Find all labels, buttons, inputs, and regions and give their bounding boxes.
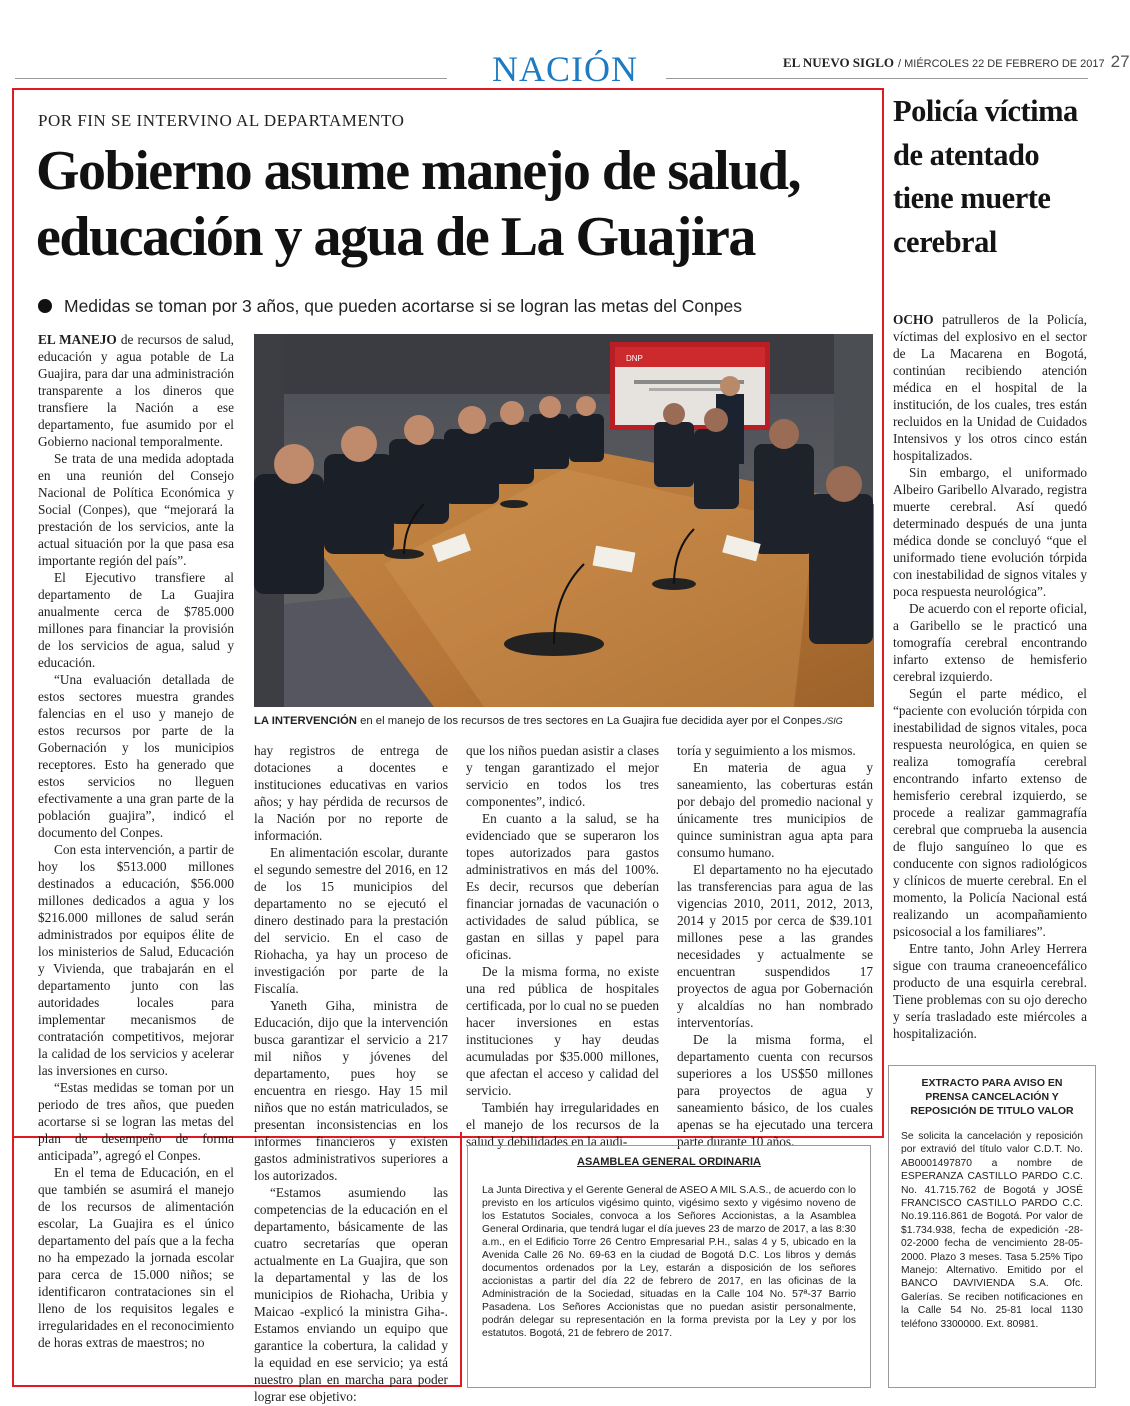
paragraph [893,311,1087,464]
paragraph-text: de recursos de salud, educación y agua potable de La Guajira, para dar una administración transparente a los dineros que transfiere la Nación a ese departamento, fue asumido por el Gobierno nacional temporalmente. [38,332,234,449]
paper-name: EL NUEVO SIGLO [783,55,894,70]
paragraph: “Una evaluación detallada de estos sectores muestra grandes falencias en el uso y manejo de estos recursos por parte de la Gobernación y los municipios receptores. Esto ha generado que estos servicios no lleguen efectivamente a una gran parte de la población guajira”, indicó el documento del Conpes. [38,672,234,840]
photo-caption [254,714,879,728]
caption-credit: /SIG [824,716,843,726]
paragraph: El departamento no ha ejecutado las transferencias para agua de las vigencias 2010, 2011, 2012, 2013, 2014 y 2015 por cerca de $39.101 millones pese a las grandes necesidades y actualmente se encuentran suspendidos 17 proyectos de agua por Gobernación y alcaldías no han nombrado interventorías. [677,862,873,1030]
paragraph: De la misma forma, el departamento cuenta con recursos superiores a los US$50 millones para proyectos de agua y saneamiento básico, de los cuales apenas se ha ejecutado una tercera parte durante 10 años. [677,1032,873,1149]
section-title: NACIÓN [492,49,638,89]
paragraph: De acuerdo con el reporte oficial, a Garibello se le practicó una tomografía cerebral encontrando infarto extenso de hemisferio cerebral izquierdo. [893,601,1087,684]
header-rule-left [15,78,447,79]
caption-lead: LA INTERVENCIÓN [254,715,357,727]
paragraph: El Ejecutivo transfiere al departamento de La Guajira anualmente cerca de $785.000 millones para financiar la provisión de los servicios de agua, salud y educación. [38,570,234,670]
headline-line-1: Gobierno asume manejo de salud, [36,140,800,202]
article-column-2 [254,742,448,1405]
article-column-4 [677,742,873,1150]
sidebar-headline: Policía víctima de atentado tiene muerte cerebral [893,94,1078,259]
lead-in: OCHO [893,312,934,327]
screen-logo: DNP [626,354,643,363]
paragraph: Se trata de una medida adoptada en una reunión del Consejo Nacional de Política Económica y Social (Conpes), que “mejorará la prestación de los servicios, ante la actual situación por la que pasa esa importante región del país”. [38,451,234,568]
headline-line-2: educación y agua de La Guajira [36,206,755,268]
article-column-3 [466,742,659,1150]
paragraph: Según el parte médico, el “paciente con evolución tórpida con inestabilidad de signos vitales, poca respuesta neurológica, en quien se realiza tomografía cerebral encontrando infarto extenso de hemisferio cerebral izquierdo, se procede a realizar gammagrafía cerebral que comprueba la ausencia de flujo sanguíneo lo que es conducente con signos radiológicos y clínicos de muerte cerebral. En el momento, la Policía Nacional está realizando un acompañamiento psicosocial a los familiares”. [893,686,1087,939]
paragraph: En el tema de Educación, en el que también se asumirá el manejo de los recursos de alimentación escolar, La Guajira es el único departamento del país que a la fecha no ha empezado la jornada escolar para cerca de 15.000 niños; se identificaron contrataciones sin el lleno de los requisitos legales e irregularidades en el reconocimiento de horas extras de maestros; no [38,1165,234,1350]
paragraph: “Estamos asumiendo las competencias de la educación en el departamento, básicamente de las cuatro secretarías que operan actualmente en La Guajira, que son la departamental y las de los municipios de Riohacha, Uribia y Maicao -explicó la ministra Giha-. Estamos enviando un equipo que garantice la cobertura, la calidad y la equidad en ese servicio; ya está nuestro plan en marcha para poder lograr ese objetivo: [254,1185,448,1404]
paragraph: En materia de agua y saneamiento, las coberturas están por debajo del promedio nacional y únicamente tres municipios de quince suministran agua apta para consumo humano. [677,760,873,860]
kicker: POR FIN SE INTERVINO AL DEPARTAMENTO [38,111,405,130]
paragraph: De la misma forma, no existe una red pública de hospitales certificada, por lo cual no se pueden hacer inversiones en estas instituciones y hay deudas acumuladas por $35.000 millones, que afectan el acceso y calidad del servicio. [466,964,659,1098]
notice-body: Se solicita la cancelación y reposición por extravió del título valor C.D.T. No. AB0001497870 a nombre de ESPERANZA CASTILLO PARDO C.C. No. 41.715.762 de Bogotá y JOSÉ FRANCISCO CASTILLO PARDO C.C. No.19.116.861 de Bogotá. Por valor de $1.734.938, fecha de expedición -28-02-2000 fecha de vencimiento 28-05-2000. Plazo 3 meses. Tasa 5.25% Tipo Manejo: Alternativo. Emitido por el BANCO DAVIVIENDA S.A. Ofc. Galerías. Se reciben notificaciones en la Calle 54 No. 25-81 local 1130 teléfono 3300000. Ext. 80981. [901,1131,1083,1330]
article-photo [254,334,873,707]
sidebar-body [893,311,1087,1042]
paragraph: Sin embargo, el uniformado Albeiro Garibello Alvarado, registra muerte cerebral. Así quedó determinado después de una junta médica donde se concluyó “que el uniformado tiene evolución tórpida con inestabilidad de signos vitales y poca respuesta neurológica”. [893,465,1087,599]
notice-title: EXTRACTO PARA AVISO EN PRENSA CANCELACIÓN Y REPOSICIÓN DE TITULO VALOR [910,1077,1074,1117]
paragraph: hay registros de entrega de dotaciones a docentes e instituciones educativas en varios años; y hay pérdida de recursos de la Nación por no reporte de información. [254,743,448,843]
issue-date: / MIÉRCOLES 22 DE FEBRERO DE 2017 [898,58,1105,70]
caption-text: en el manejo de los recursos de tres sectores en La Guajira fue decidida ayer por el Conpes. [356,715,825,727]
lead-in: EL MANEJO [38,332,117,347]
headline [36,138,876,270]
subhead [38,296,742,317]
paragraph: Yaneth Giha, ministra de Educación, dijo que la intervención busca garantizar el servicio a 217 mil niños y jóvenes del departamento, pues hoy se encuentra en riesgo. Hay 15 mil niños que no están matriculados, se presentan inconsistencias en los informes financieros y existen gastos administrativos superiores a los autorizados. [254,998,448,1183]
notice-extracto [888,1065,1096,1388]
page-number: 27 [1110,52,1130,71]
paragraph: También hay irregularidades en el manejo de los recursos de la salud y debilidades en la audi- [466,1100,659,1149]
subhead-text: Medidas se toman por 3 años, que pueden acortarse si se logran las metas del Conpes [64,296,743,316]
notice-asamblea [467,1145,871,1388]
article-column-1 [38,331,234,1351]
paragraph [38,331,234,450]
paragraph: toría y seguimiento a los mismos. [677,743,856,758]
paragraph: Entre tanto, John Arley Herrera sigue con trauma craneoencefálico producto de una esquirla cerebral. Tiene problemas con su ojo derecho y sería trasladado este miércoles a hospitalización. [893,941,1087,1041]
paragraph: “Estas medidas se toman por un periodo de tres años, que pueden acortarse si se logran las metas del plan de desempeño de forma anticipada”, agregó el Conpes. [38,1080,234,1163]
notice-title: ASAMBLEA GENERAL ORDINARIA [577,1156,761,1168]
meeting-room-illustration [254,334,873,707]
paragraph: Con esta intervención, a partir de hoy los $513.000 millones destinados a educación, $56.000 millones dedicados a agua y los $216.000 millones de salud serán administrados por equipos élite de los ministerios de Salud, Educación y Vivienda, que trabajarán en el departamento junto con las autoridades locales para implementar mecanismos de contratación competitivos, mejorar la calidad de los servicios y acelerar las inversiones en curso. [38,842,234,1078]
paragraph: que los niños puedan asistir a clases y tengan garantizado el mejor servicio en todos los tres componentes”, indicó. [466,743,659,809]
paragraph: En cuanto a la salud, se ha evidenciado que se superaron los topes autorizados para gastos administrativos en más del 100%. Es decir, recursos que deberían financiar jornadas de vacunación o actividades de salud pública, se gastan en sillas y papel para oficinas. [466,811,659,962]
bullet-icon [38,299,52,313]
header-rule-right [666,78,1088,79]
paragraph-text: patrulleros de la Policía, víctimas del explosivo en el sector de La Macarena en Bogotá, continúan recibiendo atención médica en el hospital de la institución, de los cuales, tres están recluidos en la Unidad de Cuidados Intensivos y los otros cinco están hospitalizados. [893,312,1087,463]
notice-body: La Junta Directiva y el Gerente General de ASEO A MIL S.A.S., de acuerdo con lo previsto en los artículos vigésimo quinto, vigésimo sexto y vigésimo noveno de los Estatutos Sociales, convoca a los Señores Accionistas, a la Asamblea General Ordinaria, que tendrá lugar el día jueves 23 de marzo de 2017, a las 8:30 a.m., en el Edificio Torre 26 Centro Empresarial P.H., salas 4 y 5, ubicado en la Avenida Calle 26 No. 69-63 en la ciudad de Bogotá D.C. Los libros y demás documentos ordenados por la Ley, estarán a disposición de los señores accionistas a partir del día 22 de febrero de 2017, en las oficinas de la Administración de la Sociedad, situadas en la Calle 104 No. 57ª-37 Barrio Pasadena. Los Señores Accionistas que no puedan asistir personalmente, podrán delegar su representación en la forma prevista por la Ley y por los estatutos. Bogotá, 21 de febrero de 2017. [482,1185,856,1339]
paragraph: En alimentación escolar, durante el segundo semestre del 2016, en 12 de los 15 municipios del departamento no se ejecutó el dinero destinado para la prestación del servicio. En el caso de Riohacha, ya hay un proceso de investigación por parte de la Fiscalía. [254,845,448,996]
masthead [783,54,1130,72]
